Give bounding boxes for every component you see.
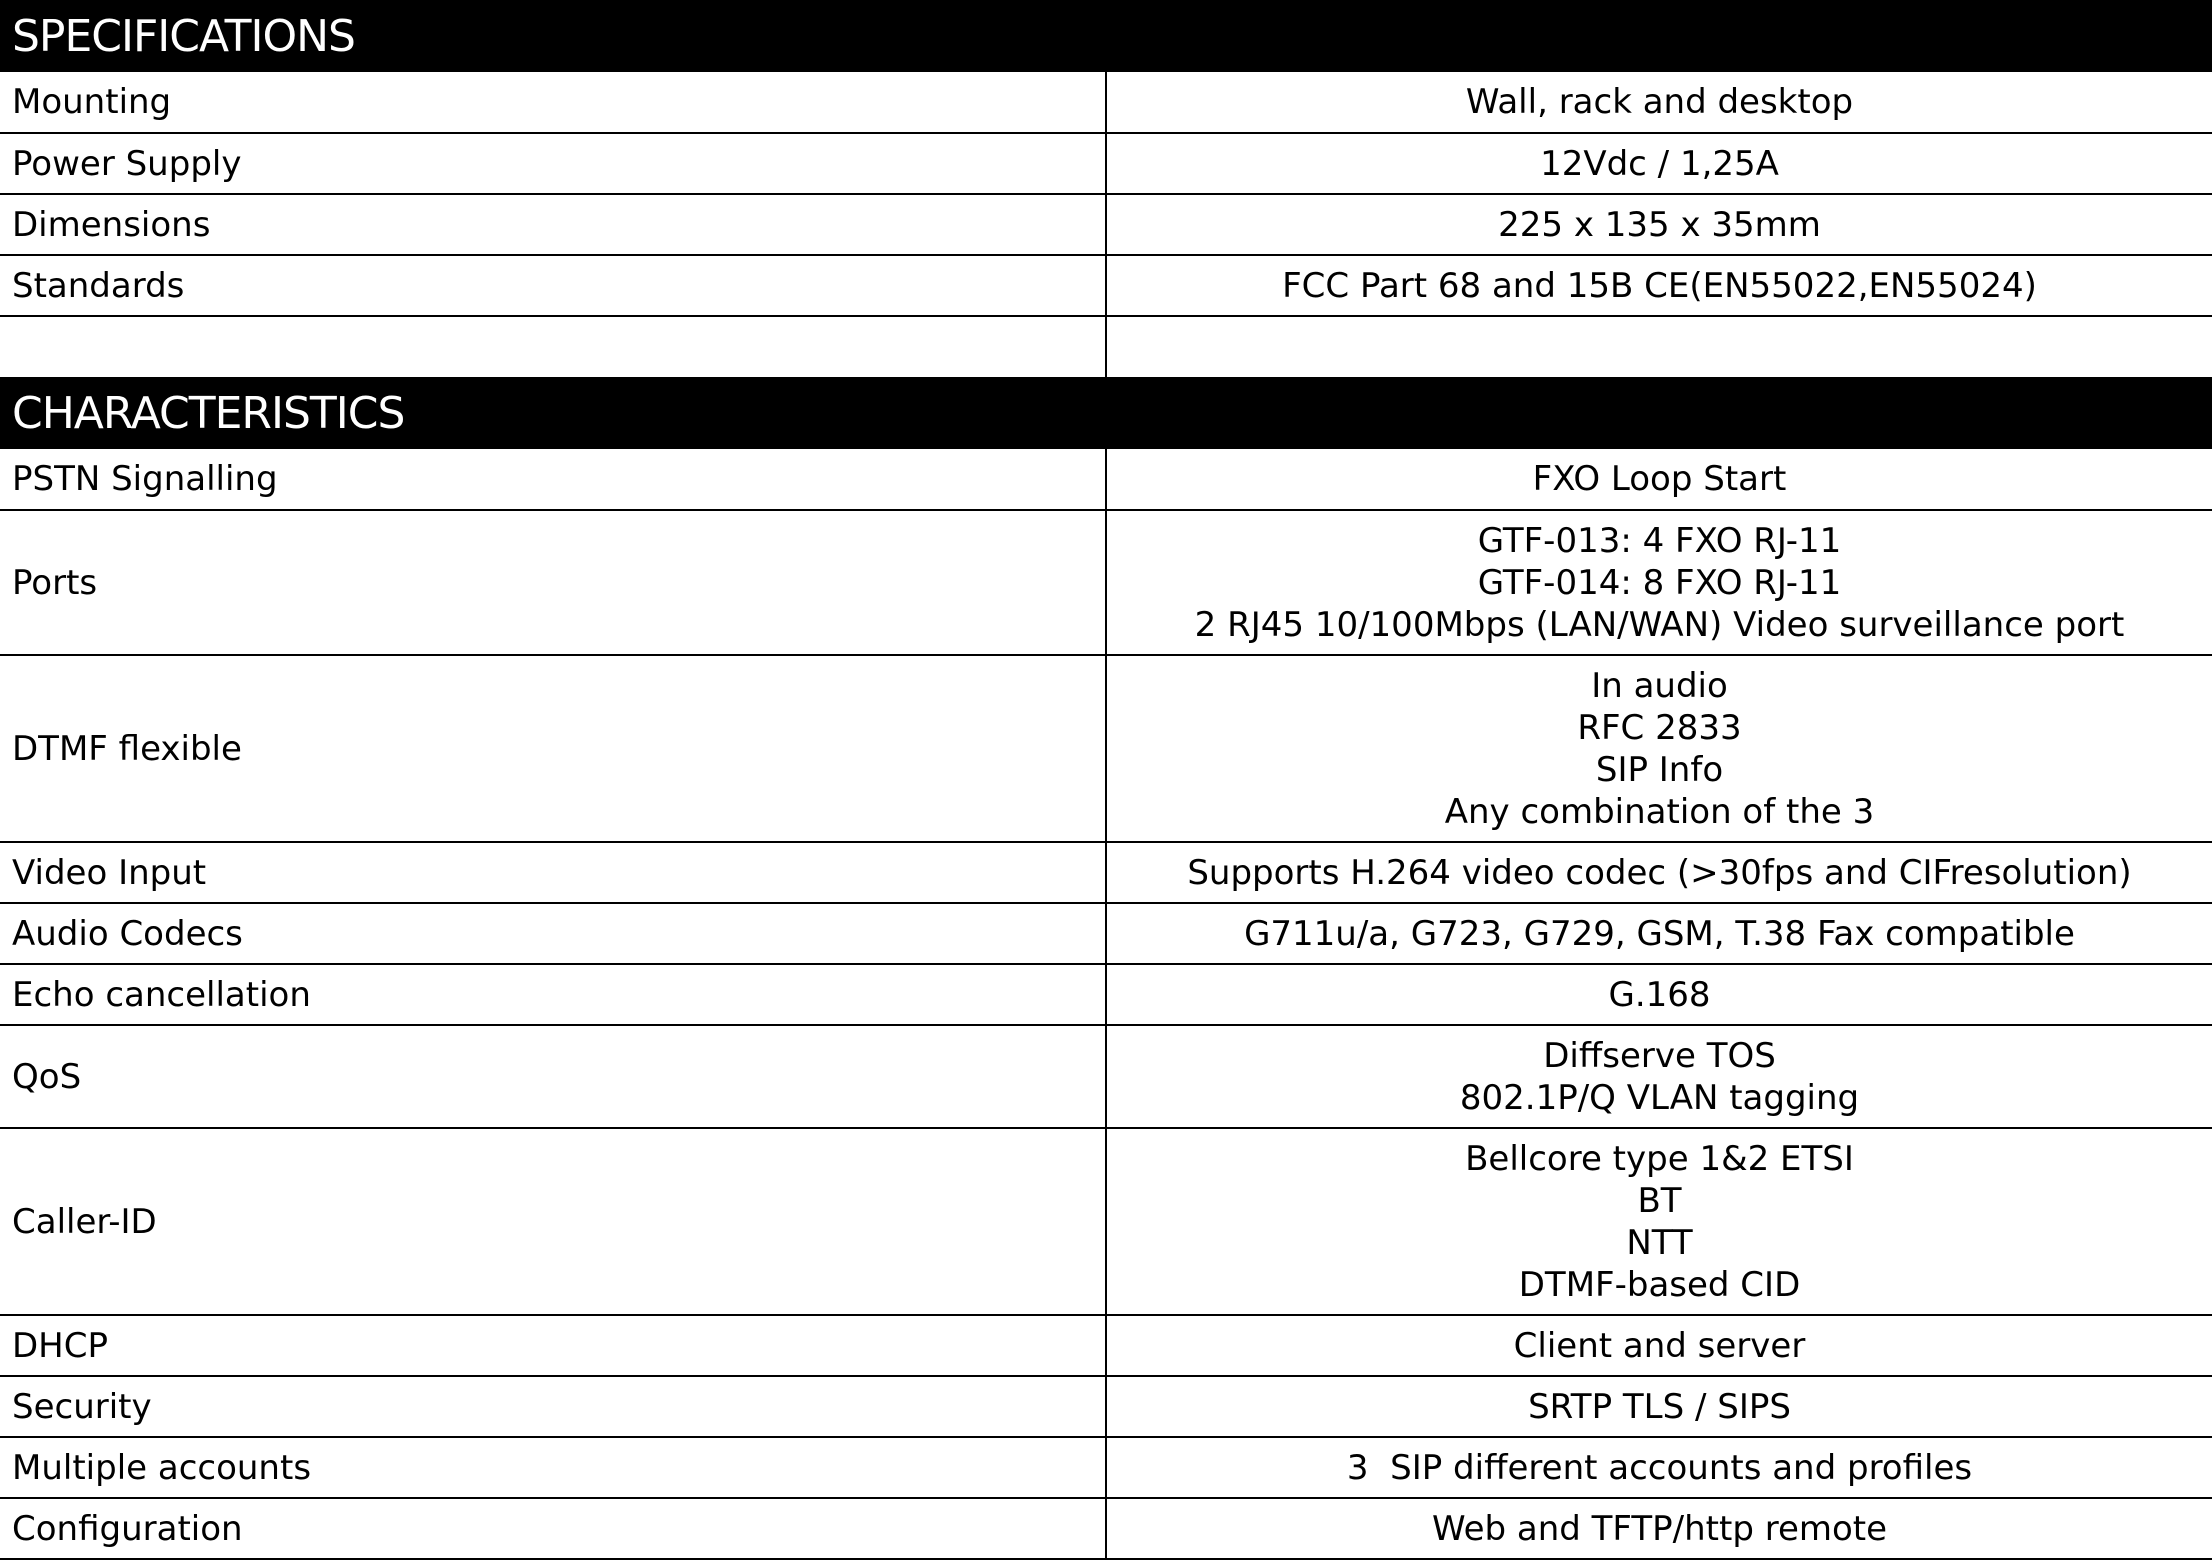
row-value xyxy=(1106,133,2212,194)
row-label: Power Supply xyxy=(0,133,1106,194)
row-label: QoS xyxy=(0,1025,1106,1128)
section-header-characteristics: CHARACTERISTICS xyxy=(0,377,2212,449)
row-label: Caller-ID xyxy=(0,1128,1106,1315)
value-line: Diffserve TOS xyxy=(1543,1035,1776,1076)
row-label: PSTN Signalling xyxy=(0,449,1106,510)
value-line: BT xyxy=(1637,1180,1682,1221)
row-value xyxy=(1106,449,2212,510)
row-value xyxy=(1106,1498,2212,1559)
table-row-empty xyxy=(0,316,2212,377)
row-value xyxy=(1106,964,2212,1025)
value-line: 225 x 135 x 35mm xyxy=(1498,204,1821,245)
row-value xyxy=(1106,316,2212,377)
row-label: Ports xyxy=(0,510,1106,655)
row-value xyxy=(1106,194,2212,255)
table-row xyxy=(0,903,2212,964)
row-label xyxy=(0,316,1106,377)
specifications-table xyxy=(0,72,2212,377)
table-row xyxy=(0,1315,2212,1376)
row-label: Echo cancellation xyxy=(0,964,1106,1025)
row-value xyxy=(1106,1025,2212,1128)
row-value xyxy=(1106,1437,2212,1498)
value-line: Web and TFTP/http remote xyxy=(1431,1508,1888,1549)
row-label: Dimensions xyxy=(0,194,1106,255)
table-row xyxy=(0,1025,2212,1128)
table-row xyxy=(0,964,2212,1025)
value-line: FCC Part 68 and 15B CE(EN55022,EN55024) xyxy=(1282,265,2037,306)
row-value xyxy=(1106,1376,2212,1437)
value-line: 802.1P/Q VLAN tagging xyxy=(1459,1077,1860,1118)
value-line: SIP Info xyxy=(1595,749,1724,790)
value-line: 2 RJ45 10/100Mbps (LAN/WAN) Video surveillance port xyxy=(1194,604,2125,645)
row-label: Standards xyxy=(0,255,1106,316)
value-line: GTF-013: 4 FXO RJ-11 xyxy=(1477,520,1842,561)
table-row xyxy=(0,655,2212,842)
row-label: Video Input xyxy=(0,842,1106,903)
value-line: Bellcore type 1&2 ETSI xyxy=(1465,1138,1854,1179)
section-header-specifications: SPECIFICATIONS xyxy=(0,0,2212,72)
value-line: Supports H.264 video codec (>30fps and CIFresolution) xyxy=(1187,852,2132,893)
table-row xyxy=(0,1128,2212,1315)
row-label: Configuration xyxy=(0,1498,1106,1559)
table-row xyxy=(0,510,2212,655)
table-row xyxy=(0,133,2212,194)
row-value xyxy=(1106,255,2212,316)
row-value xyxy=(1106,655,2212,842)
value-line: Client and server xyxy=(1513,1325,1806,1366)
value-line: RFC 2833 xyxy=(1577,707,1742,748)
value-line: 12Vdc / 1,25A xyxy=(1540,143,1779,184)
row-value xyxy=(1106,510,2212,655)
table-row xyxy=(0,194,2212,255)
row-label: DHCP xyxy=(0,1315,1106,1376)
value-line: 3 SIP different accounts and profiles xyxy=(1346,1447,1973,1488)
row-label: DTMF flexible xyxy=(0,655,1106,842)
value-line: GTF-014: 8 FXO RJ-11 xyxy=(1477,562,1842,603)
row-label: Multiple accounts xyxy=(0,1437,1106,1498)
value-line: NTT xyxy=(1626,1222,1693,1263)
value-line: Wall, rack and desktop xyxy=(1465,82,1854,122)
row-label: Mounting xyxy=(0,72,1106,133)
value-line: SRTP TLS / SIPS xyxy=(1528,1386,1791,1427)
value-line: In audio xyxy=(1591,665,1728,706)
value-line: G.168 xyxy=(1608,974,1711,1015)
row-value xyxy=(1106,903,2212,964)
table-row xyxy=(0,1437,2212,1498)
table-row xyxy=(0,72,2212,133)
table-row xyxy=(0,1498,2212,1559)
row-label: Audio Codecs xyxy=(0,903,1106,964)
table-row xyxy=(0,842,2212,903)
table-row xyxy=(0,255,2212,316)
value-line: Any combination of the 3 xyxy=(1444,791,1875,832)
row-value xyxy=(1106,1128,2212,1315)
row-value xyxy=(1106,842,2212,903)
value-line: G711u/a, G723, G729, GSM, T.38 Fax compatible xyxy=(1244,913,2075,954)
row-value xyxy=(1106,1315,2212,1376)
value-line: DTMF-based CID xyxy=(1518,1264,1801,1305)
row-label: Security xyxy=(0,1376,1106,1437)
table-row xyxy=(0,1376,2212,1437)
row-value xyxy=(1106,72,2212,133)
table-row xyxy=(0,449,2212,510)
value-line: FXO Loop Start xyxy=(1532,459,1787,499)
characteristics-table xyxy=(0,449,2212,1560)
